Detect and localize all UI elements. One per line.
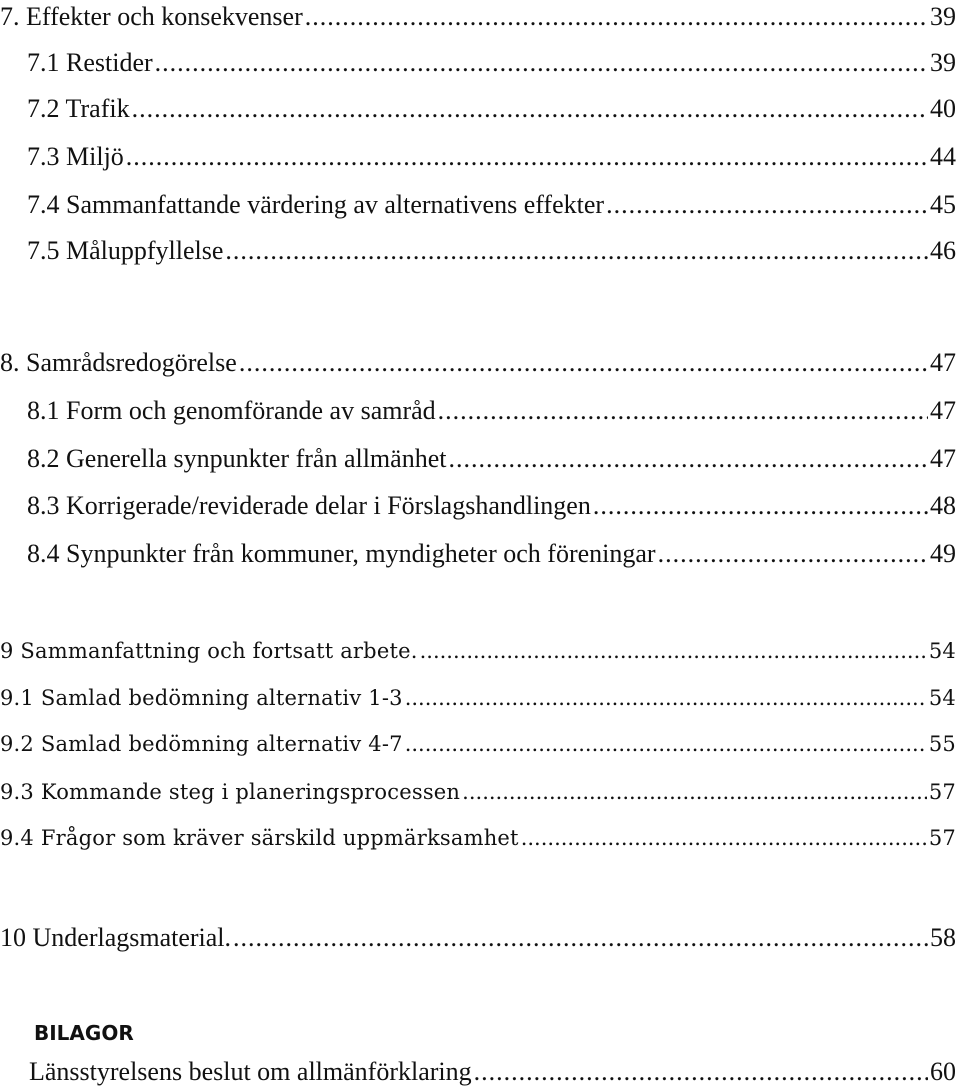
dot-leader [462, 782, 927, 803]
dot-leader [233, 925, 928, 951]
toc-title: 7. Effekter och konsekvenser [0, 2, 303, 31]
toc-title: 10 Underlagsmaterial. [0, 923, 232, 952]
toc-page-number: 49 [930, 539, 956, 568]
toc-title: 9.2 Samlad bedömning alternativ 4-7 [0, 732, 403, 756]
dot-leader [521, 828, 927, 849]
dot-leader [126, 144, 928, 170]
toc-title: 8. Samrådsredogörelse [0, 348, 237, 377]
toc-entry-8-4[interactable] [27, 541, 956, 567]
dot-leader [474, 1059, 928, 1085]
toc-entry-9-3[interactable] [0, 782, 956, 803]
toc-entry-7-2[interactable] [27, 96, 956, 122]
toc-title: 7.4 Sammanfattande värdering av alternativens effekter [27, 190, 605, 219]
toc-page-number: 39 [930, 48, 956, 77]
toc-title: 8.3 Korrigerade/reviderade delar i Förslagshandlingen [27, 491, 591, 520]
toc-entry-8-2[interactable] [27, 446, 956, 472]
toc-page-number: 54 [928, 639, 956, 663]
toc-page-number: 45 [930, 190, 956, 219]
toc-title: 7.2 Trafik [27, 94, 130, 123]
toc-page-number: 44 [930, 142, 956, 171]
toc-page-number: 54 [928, 686, 956, 710]
dot-leader [593, 493, 928, 519]
toc-entry-9-1[interactable] [0, 688, 956, 709]
toc-page-number: 47 [930, 348, 956, 377]
toc-entry-7-3[interactable] [27, 144, 956, 170]
toc-page-number: 47 [930, 396, 956, 425]
toc-page-number: 47 [930, 444, 956, 473]
toc-entry-9-4[interactable] [0, 828, 956, 849]
dot-leader [405, 734, 927, 755]
toc-entry-9[interactable] [0, 641, 956, 662]
toc-page-number: 60 [930, 1057, 956, 1086]
toc-title: 9.1 Samlad bedömning alternativ 1-3 [0, 686, 403, 710]
dot-leader [225, 238, 928, 264]
dot-leader [438, 398, 928, 424]
toc-page-number: 48 [930, 491, 956, 520]
toc-entry-8[interactable] [0, 350, 956, 376]
dot-leader [132, 96, 928, 122]
toc-title: 9 Sammanfattning och fortsatt arbete. [0, 639, 418, 663]
toc-page-number: 55 [928, 732, 956, 756]
toc-page-number: 40 [930, 94, 956, 123]
toc-title: 7.5 Måluppfyllelse [27, 236, 224, 265]
dot-leader [606, 192, 928, 218]
dot-leader [155, 50, 928, 76]
toc-page-number: 39 [930, 2, 956, 31]
toc-page-number: 46 [930, 236, 956, 265]
dot-leader [239, 350, 928, 376]
bilagor-heading: BILAGOR [34, 1021, 134, 1045]
toc-title: 8.1 Form och genomförande av samråd [27, 396, 436, 425]
dot-leader [405, 688, 927, 709]
toc-entry-8-3[interactable] [27, 493, 956, 519]
toc-page-number: 58 [930, 923, 956, 952]
toc-page-number: 57 [928, 780, 956, 804]
dot-leader [658, 541, 928, 567]
toc-title: 9.3 Kommande steg i planeringsprocessen [0, 780, 461, 804]
dot-leader [420, 641, 927, 662]
toc-title: 7.1 Restider [27, 48, 153, 77]
toc-title: 8.2 Generella synpunkter från allmänhet [27, 444, 447, 473]
toc-entry-7-1[interactable] [27, 50, 956, 76]
toc-page-number: 57 [928, 826, 956, 850]
toc-entry-9-2[interactable] [0, 734, 956, 755]
toc-title: 7.3 Miljö [27, 142, 124, 171]
toc-entry-7-5[interactable] [27, 238, 956, 264]
toc-entry-8-1[interactable] [27, 398, 956, 424]
dot-leader [305, 4, 928, 30]
toc-entry-7-4[interactable] [27, 192, 956, 218]
toc-title: Länsstyrelsens beslut om allmänförklaring [29, 1057, 472, 1086]
toc-title: 9.4 Frågor som kräver särskild uppmärksamhet [0, 826, 519, 850]
dot-leader [448, 446, 928, 472]
toc-entry-7[interactable] [0, 4, 956, 30]
toc-entry-bilaga-1[interactable] [29, 1059, 956, 1085]
toc-title: 8.4 Synpunkter från kommuner, myndigheter och föreningar [27, 539, 656, 568]
toc-entry-10[interactable] [0, 925, 956, 951]
